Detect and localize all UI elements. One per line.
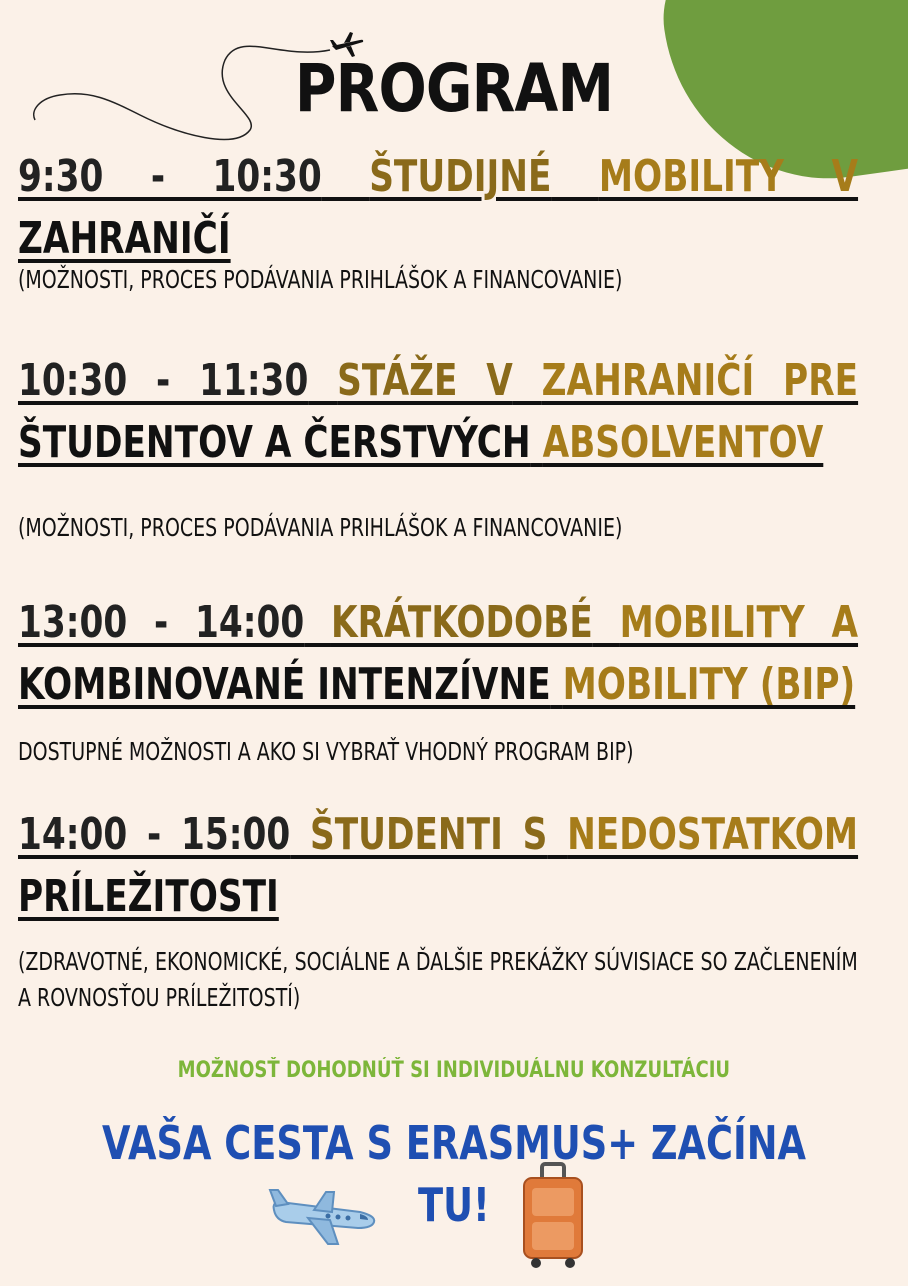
session-1-topic-c: ZAHRANIČÍ bbox=[18, 213, 231, 264]
call-to-action bbox=[0, 1112, 908, 1236]
airplane-icon bbox=[268, 1188, 378, 1246]
session-3-heading bbox=[18, 592, 858, 716]
session-2-topic-d: ABSOLVENTOV bbox=[542, 417, 824, 468]
cta-line-2: TU! bbox=[418, 1178, 490, 1232]
session-2-topic-a: STÁŽE V bbox=[337, 355, 513, 406]
session-4 bbox=[18, 804, 858, 1016]
session-1-topic-b: MOBILITY V bbox=[598, 151, 859, 202]
session-3-topic-c: KOMBINOVANÉ INTENZÍVNE bbox=[18, 659, 551, 710]
session-4-detail: (ZDRAVOTNÉ, EKONOMICKÉ, SOCIÁLNE A ĎALŠIE PREKÁŽKY SÚVISIACE SO ZAČLENENÍM A ROVNOSŤOU PRÍLEŽITOSTÍ) bbox=[18, 947, 858, 1012]
cta-line-1: VAŠA CESTA S ERASMUS+ ZAČÍNA bbox=[101, 1116, 807, 1170]
session-4-topic-c: PRÍLEŽITOSTI bbox=[18, 871, 279, 922]
session-2-topic-c: ŠTUDENTOV A ČERSTVÝCH bbox=[18, 417, 531, 468]
session-4-heading bbox=[18, 804, 858, 928]
session-1-topic-a: ŠTUDIJNÉ bbox=[369, 151, 552, 202]
session-4-time: 14:00 - 15:00 bbox=[18, 809, 291, 860]
suitcase-icon bbox=[518, 1162, 588, 1270]
session-3-topic-d: MOBILITY (BIP) bbox=[562, 659, 856, 710]
session-4-topic-b: NEDOSTATKOM bbox=[567, 809, 859, 860]
session-4-topic-a: ŠTUDENTI S bbox=[310, 809, 548, 860]
consultation-link[interactable]: MOŽNOSŤ DOHODNÚŤ SI INDIVIDUÁLNU KONZULTÁCIU bbox=[177, 1058, 731, 1083]
session-2-time: 10:30 - 11:30 bbox=[18, 355, 309, 406]
session-1-heading bbox=[18, 146, 858, 270]
session-1-time: 9:30 - 10:30 bbox=[18, 151, 322, 202]
session-3-topic-b: MOBILITY A bbox=[619, 597, 859, 648]
session-2-topic-b: ZAHRANIČÍ PRE bbox=[541, 355, 859, 406]
session-3-detail: DOSTUPNÉ MOŽNOSTI A AKO SI VYBRAŤ VHODNÝ PROGRAM BIP) bbox=[18, 737, 634, 766]
session-2-detail: (MOŽNOSTI, PROCES PODÁVANIA PRIHLÁŠOK A FINANCOVANIE) bbox=[18, 513, 623, 542]
session-1 bbox=[18, 146, 858, 298]
page-title: PROGRAM bbox=[294, 50, 614, 127]
session-3-time: 13:00 - 14:00 bbox=[18, 597, 305, 648]
session-1-detail: (MOŽNOSTI, PROCES PODÁVANIA PRIHLÁŠOK A FINANCOVANIE) bbox=[18, 265, 623, 294]
session-2 bbox=[18, 350, 858, 546]
session-3-topic-a: KRÁTKODOBÉ bbox=[330, 597, 593, 648]
session-3 bbox=[18, 592, 858, 770]
session-2-heading bbox=[18, 350, 858, 474]
